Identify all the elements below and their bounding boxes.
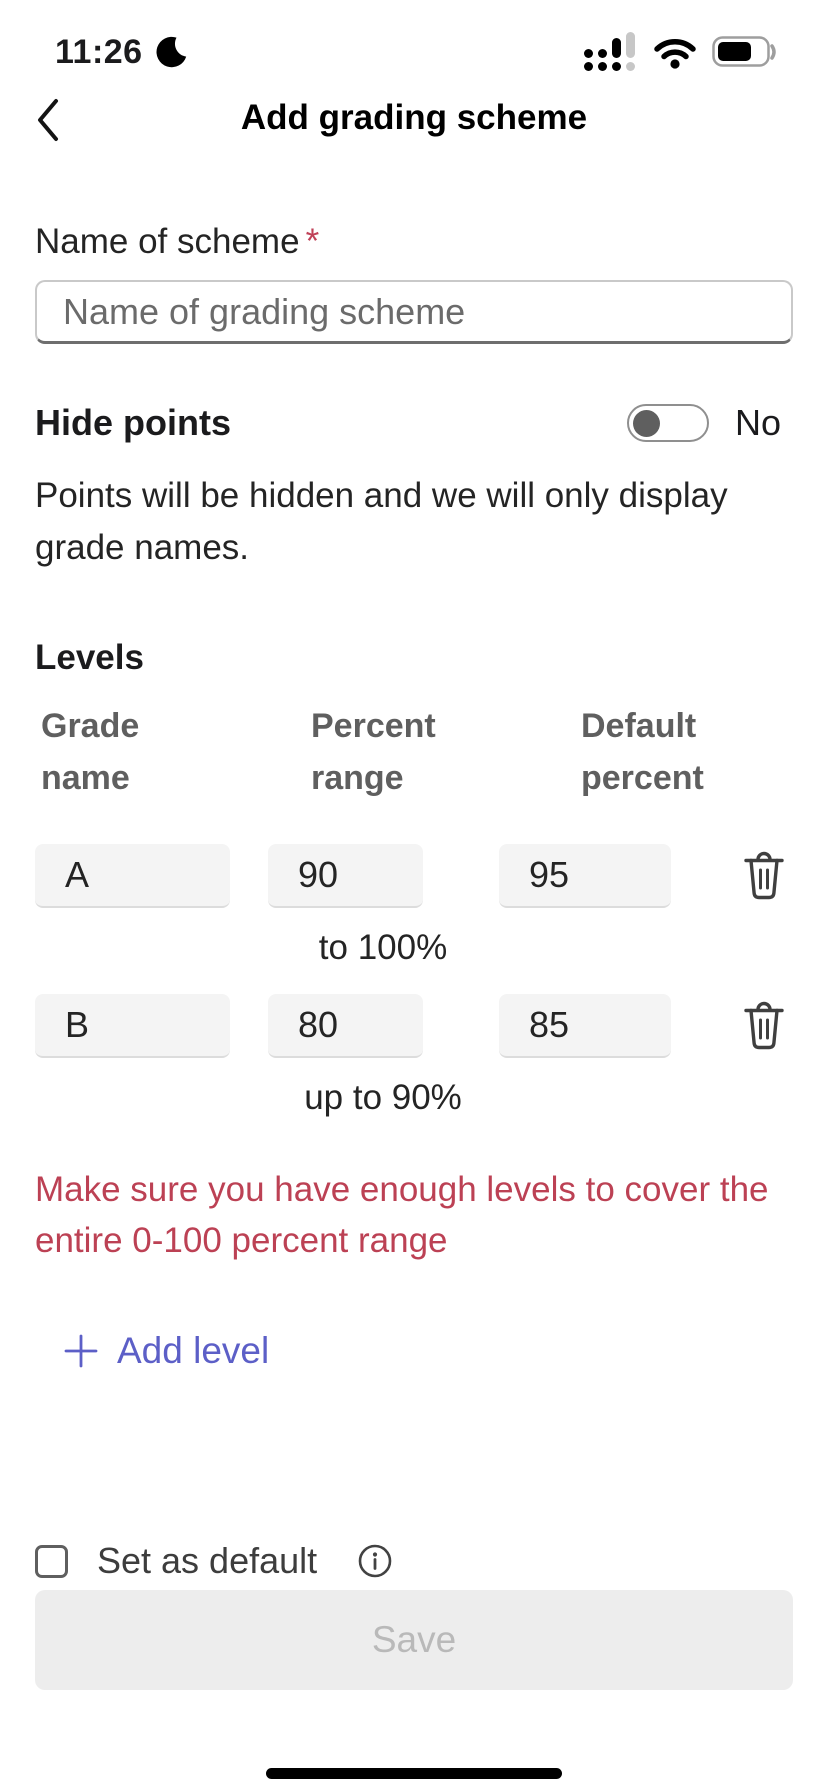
nav-bar bbox=[0, 78, 828, 164]
delete-level-button[interactable] bbox=[741, 850, 787, 902]
percent-range-input[interactable] bbox=[268, 994, 423, 1058]
hide-points-row bbox=[35, 402, 793, 444]
clock: 11:26 bbox=[55, 32, 143, 71]
status-bar bbox=[0, 0, 828, 78]
grade-name-input[interactable] bbox=[35, 844, 230, 908]
levels-heading: Levels bbox=[35, 638, 144, 677]
home-indicator[interactable] bbox=[266, 1768, 562, 1779]
level-row bbox=[35, 844, 793, 908]
page-title: Add grading scheme bbox=[240, 98, 588, 137]
levels-column-headers bbox=[35, 700, 793, 818]
column-header-default-percent: Default percent bbox=[581, 707, 704, 797]
scheme-name-input[interactable] bbox=[35, 280, 793, 344]
plus-icon bbox=[63, 1333, 99, 1369]
default-percent-input[interactable] bbox=[499, 844, 671, 908]
required-asterisk: * bbox=[305, 222, 320, 261]
set-as-default-row bbox=[35, 1536, 793, 1586]
column-header-grade-name: Grade name bbox=[41, 707, 140, 797]
toggle-knob bbox=[633, 410, 660, 437]
form-content bbox=[0, 222, 828, 1372]
hide-points-state: No bbox=[735, 402, 782, 443]
range-note: to 100% bbox=[318, 928, 448, 967]
column-header-percent-range: Percent range bbox=[311, 707, 436, 797]
level-row bbox=[35, 994, 793, 1058]
trash-icon bbox=[741, 1000, 787, 1052]
trash-icon bbox=[741, 850, 787, 902]
levels-warning-text: Make sure you have enough levels to cover the entire 0-100 percent range bbox=[35, 1170, 769, 1260]
info-icon bbox=[357, 1543, 393, 1579]
hide-points-label: Hide points bbox=[35, 402, 231, 443]
add-level-button[interactable] bbox=[63, 1330, 269, 1372]
delete-level-button[interactable] bbox=[741, 1000, 787, 1052]
wifi-icon bbox=[652, 35, 698, 69]
default-percent-input[interactable] bbox=[499, 994, 671, 1058]
name-of-scheme-label: Name of scheme * bbox=[35, 222, 320, 261]
set-default-label: Set as default bbox=[97, 1540, 318, 1581]
crescent-moon-icon bbox=[153, 34, 189, 70]
info-button[interactable] bbox=[357, 1543, 393, 1579]
cellular-signal-icon bbox=[584, 32, 638, 72]
set-default-checkbox[interactable] bbox=[35, 1545, 68, 1578]
hide-points-toggle[interactable] bbox=[627, 404, 709, 442]
save-button[interactable]: Save bbox=[35, 1590, 793, 1690]
hide-points-description: Points will be hidden and we will only display grade names. bbox=[35, 476, 728, 567]
percent-range-input[interactable] bbox=[268, 844, 423, 908]
add-level-label: Add level bbox=[117, 1330, 270, 1371]
battery-icon bbox=[712, 36, 776, 68]
range-note: up to 90% bbox=[304, 1078, 462, 1117]
grade-name-input[interactable] bbox=[35, 994, 230, 1058]
footer bbox=[35, 1536, 793, 1690]
